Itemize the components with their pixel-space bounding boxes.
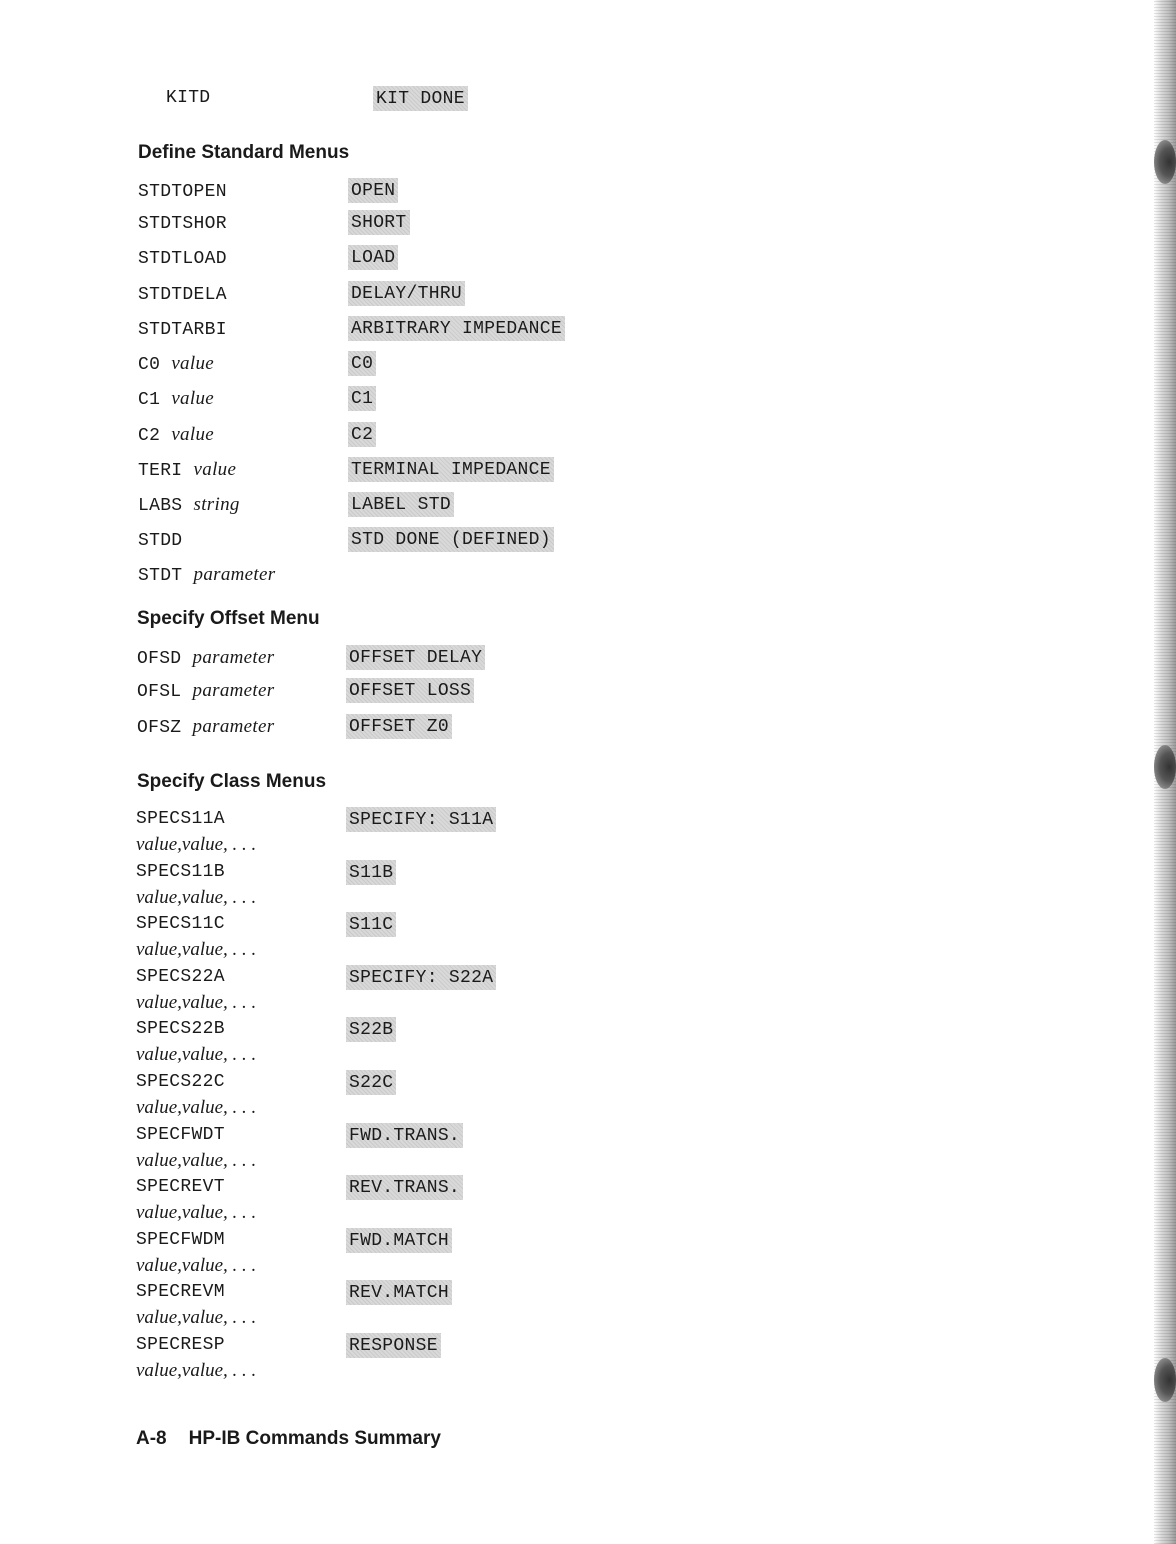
softkey-label: REV.MATCH <box>346 1280 452 1305</box>
softkey-label: SPECIFY: S11A <box>346 807 496 832</box>
command-mnemonic: STDT <box>138 566 183 586</box>
command-name <box>138 529 182 551</box>
punch-hole-top <box>1154 140 1176 184</box>
command-mnemonic: SPECFWDT <box>136 1124 225 1145</box>
command-row <box>136 1124 836 1171</box>
section-heading-class: Specify Class Menus <box>137 771 327 792</box>
softkey-label: FWD.TRANS. <box>346 1123 463 1148</box>
command-name <box>136 1335 225 1355</box>
command-mnemonic: SPECS11B <box>136 861 225 882</box>
command-row-kitd <box>166 88 866 116</box>
command-name <box>136 1230 225 1250</box>
softkey-label: C0 <box>348 351 376 376</box>
command-name <box>136 862 225 882</box>
command-row <box>137 647 837 675</box>
softkey-label: S22C <box>346 1070 396 1095</box>
footer-title: HP-IB Commands Summary <box>188 1428 441 1449</box>
command-mnemonic: STDD <box>138 531 183 551</box>
command-mnemonic: SPECS22C <box>136 1072 225 1092</box>
command-name <box>136 1282 225 1302</box>
command-parameter: value <box>171 353 214 374</box>
softkey-label: SPECIFY: S22A <box>346 965 496 990</box>
command-mnemonic: STDTSHOR <box>138 214 227 234</box>
command-row <box>136 1335 836 1381</box>
command-row <box>138 459 838 487</box>
command-row <box>138 564 838 592</box>
command-row <box>136 809 836 855</box>
softkey-label: C1 <box>348 386 376 411</box>
command-name <box>138 212 227 234</box>
command-mnemonic: STDTLOAD <box>138 249 227 269</box>
command-name <box>136 914 225 934</box>
command-row <box>136 1282 836 1329</box>
command-name <box>138 388 214 410</box>
command-mnemonic: SPECS11C <box>136 914 225 935</box>
command-name <box>137 680 274 702</box>
command-mnemonic: OFSL <box>137 682 182 702</box>
command-parameter-list: value,value, . . . <box>136 1254 257 1276</box>
command-name <box>138 247 227 269</box>
command-mnemonic: SPECS11A <box>136 809 225 829</box>
command-parameter-list: value,value, . . . <box>136 939 257 961</box>
command-mnemonic: SPECS22A <box>136 966 225 987</box>
command-row <box>136 914 836 961</box>
command-row <box>138 353 838 381</box>
command-name <box>136 1072 225 1092</box>
command-mnemonic: SPECS22B <box>136 1019 225 1040</box>
command-row <box>138 212 838 240</box>
softkey-label: FWD.MATCH <box>346 1228 452 1253</box>
command-parameter-list: value,value, . . . <box>136 1360 257 1381</box>
command-mnemonic: STDTOPEN <box>138 182 227 202</box>
command-name <box>138 180 227 202</box>
command-parameter-list: value,value, . . . <box>136 1097 257 1118</box>
command-parameter: value <box>193 459 237 480</box>
binding-edge <box>1154 0 1176 1544</box>
softkey-label: S22B <box>346 1017 396 1042</box>
command-row <box>136 1229 836 1276</box>
command-name <box>138 353 214 375</box>
command-mnemonic: SPECRESP <box>136 1335 225 1355</box>
command-row <box>138 318 838 346</box>
command-row <box>136 1177 836 1224</box>
softkey-label: OFFSET Z0 <box>346 714 452 739</box>
command-row <box>138 388 838 416</box>
command-parameter-list: value,value, . . . <box>136 1307 257 1329</box>
command-mnemonic: SPECFWDM <box>136 1229 225 1250</box>
command-mnemonic: C0 <box>138 355 161 375</box>
softkey-label: TERMINAL IMPEDANCE <box>348 457 554 482</box>
command-row <box>136 1072 836 1118</box>
punch-hole-bottom <box>1154 1358 1176 1402</box>
command-parameter-list: value,value, . . . <box>136 991 257 1013</box>
command-name <box>138 564 275 586</box>
command-row <box>138 180 838 208</box>
softkey-label: OFFSET LOSS <box>346 678 474 703</box>
section-heading-standard: Define Standard Menus <box>138 142 350 163</box>
softkey-label: C2 <box>348 422 376 447</box>
command-name <box>136 1019 225 1039</box>
command-mnemonic: SPECREVM <box>136 1282 225 1303</box>
softkey-label: RESPONSE <box>346 1333 441 1358</box>
softkey-label: ARBITRARY IMPEDANCE <box>348 316 565 341</box>
command-parameter-list: value,value, . . . <box>136 1149 257 1171</box>
softkey-label: OPEN <box>348 178 398 203</box>
page-number: A-8 <box>136 1428 167 1449</box>
command-row <box>138 494 838 522</box>
softkey-label: LOAD <box>348 245 398 270</box>
command-name <box>137 716 274 738</box>
command-mnemonic: OFSZ <box>137 718 182 738</box>
command-mnemonic: TERI <box>138 461 183 481</box>
command-name <box>138 494 240 516</box>
command-parameter-list: value,value, . . . <box>136 834 257 855</box>
command-parameter: parameter <box>192 647 275 668</box>
command-name <box>136 809 225 829</box>
punch-hole-middle <box>1154 745 1176 789</box>
command-name <box>136 1125 225 1145</box>
command-mnemonic: LABS <box>138 496 183 516</box>
command-parameter: value <box>171 424 214 445</box>
command-row <box>138 424 838 452</box>
softkey-label: LABEL STD <box>348 492 454 517</box>
command-row <box>137 716 837 744</box>
command-parameter-list: value,value, . . . <box>136 1044 257 1066</box>
softkey-label: REV.TRANS. <box>346 1175 463 1200</box>
command-row <box>138 283 838 311</box>
command-mnemonic: C1 <box>138 390 161 410</box>
softkey-label: KIT DONE <box>373 86 468 111</box>
command-row <box>138 247 838 275</box>
command-name: KITD <box>166 88 211 108</box>
command-name <box>136 967 225 987</box>
softkey-label: STD DONE (DEFINED) <box>348 527 554 552</box>
command-parameter: parameter <box>192 716 275 737</box>
command-row <box>138 529 838 557</box>
command-row <box>137 680 837 708</box>
softkey-label: SHORT <box>348 210 410 235</box>
command-row <box>136 966 836 1013</box>
command-parameter: parameter <box>192 680 275 701</box>
command-name <box>137 647 274 669</box>
softkey-label: DELAY/THRU <box>348 281 465 306</box>
softkey-label: S11C <box>346 912 396 937</box>
command-mnemonic: C2 <box>138 426 161 446</box>
command-name <box>138 459 236 481</box>
softkey-label: OFFSET DELAY <box>346 645 485 670</box>
command-parameter-list: value,value, . . . <box>136 886 257 908</box>
command-mnemonic: STDTARBI <box>138 320 227 340</box>
command-name <box>136 1177 225 1197</box>
command-mnemonic: STDTDELA <box>138 285 227 305</box>
softkey-label: S11B <box>346 860 396 885</box>
command-parameter: value <box>171 388 214 409</box>
command-name <box>138 424 214 446</box>
section-heading-offset: Specify Offset Menu <box>137 608 320 629</box>
command-parameter: parameter <box>193 564 276 585</box>
command-name <box>138 318 227 340</box>
command-mnemonic: SPECREVT <box>136 1177 225 1198</box>
command-row <box>136 1019 836 1066</box>
command-row <box>136 861 836 908</box>
command-name <box>138 283 227 305</box>
command-parameter-list: value,value, . . . <box>136 1202 257 1224</box>
command-parameter: string <box>193 494 240 515</box>
command-mnemonic: OFSD <box>137 649 182 669</box>
page-footer <box>136 1428 441 1450</box>
